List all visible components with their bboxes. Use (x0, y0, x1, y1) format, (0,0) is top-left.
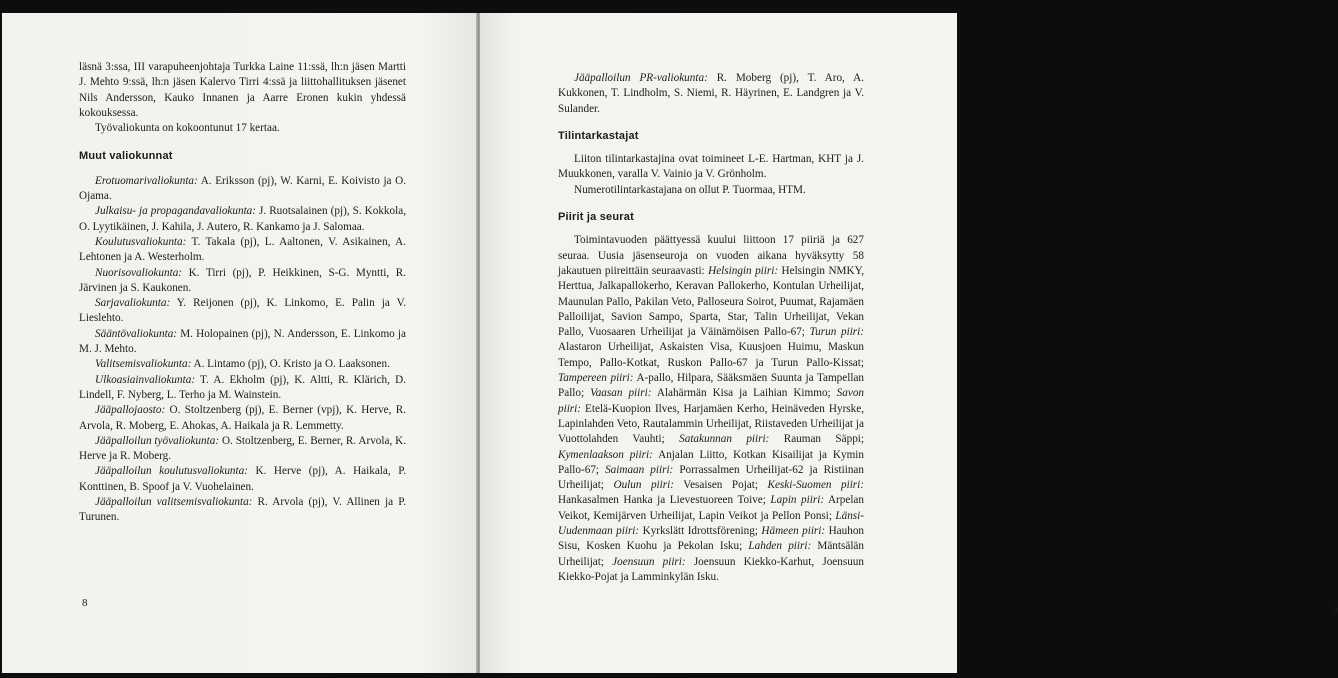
district-name: Turun piiri: (809, 326, 864, 339)
committee-members: A. Eriksson (pj), W. Karni, E. Koivisto ja O. Ojama. (79, 174, 406, 203)
committee-members: O. Stoltzenberg (pj), E. Berner (vpj), K. Herve, R. Arvola, R. Moberg, E. Ahokas, A. Haikala ja R. Lemmetty. (79, 404, 406, 432)
district-clubs: Rauman Säppi; (769, 433, 864, 446)
auditors-paragraph: Liiton tilintarkastajina ovat toimineet L-E. Hartman, KHT ja J. Muukkonen, varalla V. Vainio ja V. Grönholm. (558, 153, 864, 181)
page-number-right: 9 (1332, 604, 1338, 616)
committee-members: Y. Reijonen (pj), K. Linkomo, E. Palin ja V. Lieslehto. (79, 297, 406, 325)
committee-entry (79, 464, 406, 495)
left-page (2, 13, 477, 673)
committee-name: Ulkoasiainvaliokunta: (95, 373, 196, 386)
committee-members: K. Herve (pj), A. Haikala, P. Konttinen, B. Spoof ja V. Vuohelainen. (79, 465, 406, 493)
work-committee-paragraph: Työvaliokunta on kokoontunut 17 kertaa. (95, 122, 280, 135)
committee-name: Julkaisu- ja propagandavaliokunta: (95, 205, 256, 218)
committee-entry (79, 357, 406, 372)
committee-name: Jääpalloilun valitsemisvaliokunta: (95, 496, 253, 509)
district-name: Keski-Suomen piiri: (767, 479, 864, 492)
committee-list (79, 174, 406, 526)
district-name: Savon piiri: (558, 387, 865, 415)
committee-members: T. Takala (pj), L. Aaltonen, V. Asikainen, A. Lehtonen ja A. Westerholm. (79, 235, 406, 264)
section-heading-auditors: Tilintarkastajat (558, 129, 639, 142)
committee-entry (79, 235, 406, 266)
district-clubs: Etelä-Kuopion Ilves, Harjamäen Kerho, Heinäveden Hyrske, Lapinlahden Veto, Rautalammin Urheilijat, Riistaveden Urheilijat ja Vuottolahden Vauhti; (558, 402, 864, 446)
committee-members: T. A. Ekholm (pj), K. Altti, R. Klärich, D. Lindell, F. Nyberg, L. Terho ja M. Wainstein. (79, 373, 406, 401)
district-clubs: Hauhon Sisu, Kosken Kuohu ja Pekolan Isku; (558, 525, 865, 553)
district-name: Satakunnan piiri: (679, 433, 770, 446)
district-clubs: A-pallo, Hilpara, Sääksmäen Suunta ja Tampellan Pallo; (558, 372, 865, 400)
district-name: Helsingin piiri: (708, 264, 779, 277)
page-number-left: 8 (82, 597, 88, 609)
district-clubs: Helsingin NMKY, Herttua, Jalkapallokerho, Keravan Pallokerho, Kontulan Urheilijat, Maunulan Pallo, Pakilan Veto, Palloseura Soirot, Puumat, Rajamäen Palloilijat, Savion Sampo, Sparta, Star, Talin Urheilijat, Vekan Pallo, Vuosaaren Urheilijat ja Väinämöisen Pallo-67; (558, 264, 865, 339)
district-name: Joensuun piiri: (612, 555, 686, 568)
committee-name: Jääpalloilun työvaliokunta: (95, 434, 220, 447)
district-clubs: Alastaron Urheilijat, Askaisten Visa, Kuusjoen Huimu, Maskun Tempo, Pallo-Kotkat, Ruskon Pallo-67 ja Turun Pallo-Kissat; (558, 341, 864, 369)
district-name: Lahden piiri: (748, 540, 812, 553)
district-clubs: Toimintavuoden päättyessä kuului liittoon 17 piiriä ja 627 seuraa. Uusia jäsenseuroja on vuoden aikana hyväksytty 58 jakautuen piireittäin seuraavasti: (558, 234, 864, 277)
committee-members: R. Moberg (pj), T. Aro, A. Kukkonen, T. Lindholm, S. Niemi, R. Häyrinen, E. Landgren ja V. Sulander. (558, 72, 864, 115)
district-clubs: Vesaisen Pojat; (673, 479, 768, 492)
district-name: Tampereen piiri: (558, 372, 634, 385)
committee-members: R. Arvola (pj), V. Allinen ja P. Turunen. (79, 496, 406, 524)
committee-members: K. Tirri (pj), P. Heikkinen, S-G. Myntti, R. Järvinen ja S. Kaukonen. (79, 266, 406, 294)
district-clubs: Porrassalmen Urheilijat-62 ja Ristiinan Urheilijat; (558, 463, 864, 492)
pr-committee-paragraph (558, 71, 864, 117)
district-name: Kymenlaakson piiri: (558, 448, 653, 461)
right-text-column (558, 71, 864, 585)
intro-paragraph: läsnä 3:ssa, III varapuheenjohtaja Turkka Laine 11:ssä, lh:n jäsen Martti J. Mehto 9:ssä, lh:n jäsen Kalervo Tirri 4:ssä ja liittohallituksen jäsenet Nils Andersson, Kauko Innanen ja Aarre Eronen kukin yhdessä kokouksessa. (79, 61, 406, 119)
district-clubs: Mäntsälän Urheilijat; (558, 540, 864, 568)
left-text-column (79, 60, 406, 526)
committee-entry (79, 327, 406, 358)
committee-members: A. Lintamo (pj), O. Kristo ja O. Laaksonen. (191, 358, 390, 371)
committee-entry (79, 174, 406, 205)
district-name: Saimaan piiri: (605, 463, 674, 476)
committee-name: Sarjavaliokunta: (95, 297, 171, 310)
committee-entry (79, 495, 406, 526)
committee-name: Valitsemisvaliokunta: (95, 358, 192, 371)
committee-entry (79, 266, 406, 297)
committee-members: O. Stoltzenberg, E. Berner, R. Arvola, K. Herve ja R. Moberg. (79, 434, 406, 463)
districts-paragraph (558, 233, 864, 585)
committee-name: Jääpalloilun koulutusvaliokunta: (95, 465, 248, 478)
right-page (480, 13, 1338, 673)
committee-name: Erotuomarivaliokunta: (95, 174, 198, 187)
district-name: Länsi-Uudenmaan piiri: (558, 509, 864, 538)
committee-name: Nuorisovaliokunta: (95, 266, 183, 279)
section-heading-committees: Muut valiokunnat (79, 150, 173, 163)
district-clubs: Kyrkslätt Idrottsförening; (639, 525, 762, 538)
committee-entry (79, 204, 406, 235)
committee-entry (79, 373, 406, 404)
section-heading-districts: Piirit ja seurat (558, 211, 634, 224)
committee-name: Sääntövaliokunta: (95, 327, 178, 340)
district-clubs: Alahärmän Kisa ja Laihian Kimmo; (651, 387, 837, 400)
district-name: Oulun piiri: (613, 479, 674, 492)
committee-entry (79, 403, 406, 434)
committee-members: J. Ruotsalainen (pj), S. Kokkola, O. Lyytikäinen, J. Kahila, J. Autero, R. Kankamo ja J. Salomaa. (79, 205, 406, 233)
committee-name: Jääpalloilun PR-valiokunta: (574, 72, 708, 84)
committee-entry (79, 296, 406, 327)
district-clubs: Joensuun Kiekko-Karhut, Joensuun Kiekko-Pojat ja Lamminkylän Isku. (558, 555, 864, 583)
committee-members: M. Holopainen (pj), N. Andersson, E. Linkomo ja M. J. Mehto. (79, 327, 406, 356)
district-name: Lapin piiri: (770, 494, 825, 507)
district-clubs: Anjalan Liitto, Kotkan Kisailijat ja Kymin Pallo-67; (558, 448, 864, 476)
committee-name: Jääpallojaosto: (95, 404, 166, 417)
district-name: Vaasan piiri: (590, 387, 652, 400)
committee-name: Koulutusvaliokunta: (95, 235, 187, 248)
district-clubs: Arpelan Veikot, Kemijärven Urheilijat, Lapin Veikot ja Pellon Ponsi; (558, 494, 864, 522)
numeric-auditor-paragraph: Numerotilintarkastajana on ollut P. Tuormaa, HTM. (574, 183, 806, 196)
committee-entry (79, 434, 406, 465)
district-clubs: Hankasalmen Hanka ja Lievestuoreen Toive; (558, 494, 771, 507)
district-name: Hämeen piiri: (761, 525, 826, 538)
